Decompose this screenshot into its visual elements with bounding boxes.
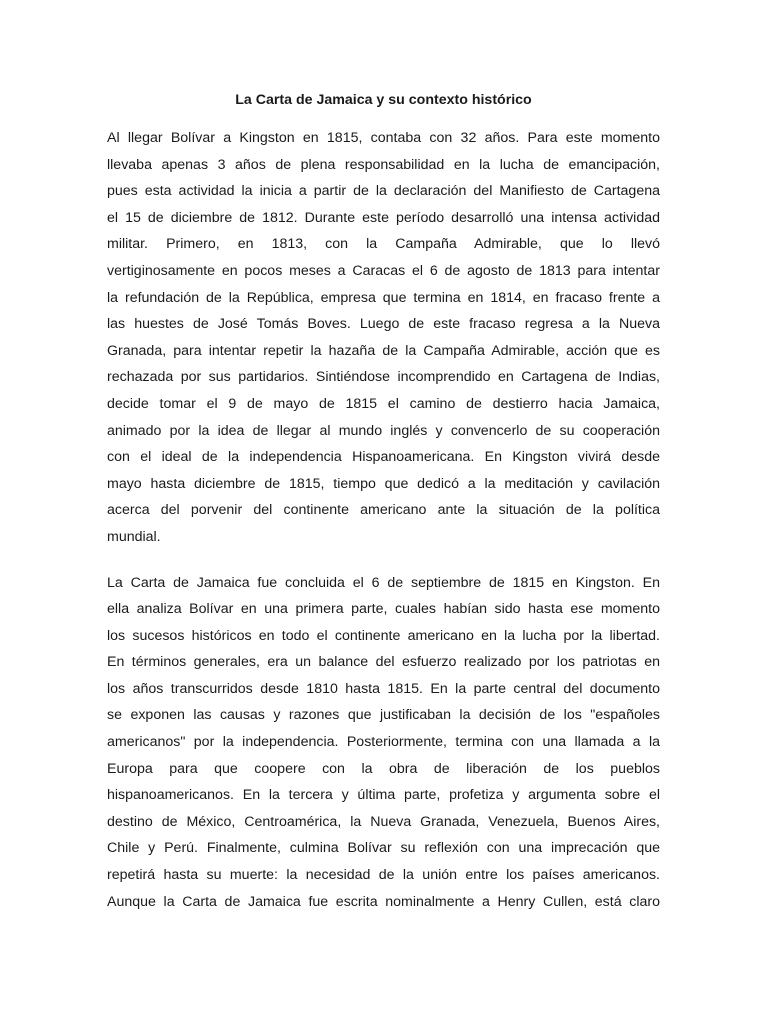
paragraph-line: Chile y Perú. Finalmente, culmina Bolívar su reflexión con una imprecación que [107, 840, 660, 857]
paragraph-line: Al llegar Bolívar a Kingston en 1815, contaba con 32 años. Para este momento [107, 130, 660, 146]
paragraph-line: Granada, para intentar repetir la hazaña de la Campaña Admirable, acción que es [107, 342, 660, 359]
paragraph-line: con el ideal de la independencia Hispanoamericana. En Kingston vivirá desde [107, 449, 660, 466]
paragraph-line: militar. Primero, en 1813, con la Campaña Admirable, que lo llevó [107, 236, 660, 253]
paragraph-1 [107, 125, 660, 551]
paragraph-line: vertiginosamente en pocos meses a Caracas el 6 de agosto de 1813 para intentar [107, 262, 660, 279]
paragraph-line: destino de México, Centroamérica, la Nueva Granada, Venezuela, Buenos Aires, [107, 813, 660, 830]
paragraph-line: rechazada por sus partidarios. Sintiéndose incomprendido en Cartagena de Indias, [107, 369, 660, 386]
paragraph-line: las huestes de José Tomás Boves. Luego de este fracaso regresa a la Nueva [107, 316, 660, 333]
paragraph-line: hispanoamericanos. En la tercera y última parte, profetiza y argumenta sobre el [107, 787, 660, 804]
paragraph-line: llevaba apenas 3 años de plena responsabilidad en la lucha de emancipación, [107, 156, 660, 173]
document-page [107, 91, 660, 934]
paragraph-line: pues esta actividad la inicia a partir de la declaración del Manifiesto de Cartagena [107, 183, 660, 200]
paragraph-line: acerca del porvenir del continente americano ante la situación de la política [107, 502, 660, 519]
paragraph-line: animado por la idea de llegar al mundo inglés y convencerlo de su cooperación [107, 422, 660, 439]
paragraph-line: americanos" por la independencia. Posteriormente, termina con una llamada a la [107, 734, 660, 751]
paragraph-line: ella analiza Bolívar en una primera parte, cuales habían sido hasta ese momento [107, 601, 660, 618]
paragraph-line: mayo hasta diciembre de 1815, tiempo que dedicó a la meditación y cavilación [107, 475, 660, 492]
paragraph-line: repetirá hasta su muerte: la necesidad de la unión entre los países americanos. [107, 867, 660, 884]
paragraph-line: se exponen las causas y razones que justificaban la decisión de los "españoles [107, 707, 660, 724]
paragraph-line: En términos generales, era un balance del esfuerzo realizado por los patriotas en [107, 654, 660, 671]
paragraph-line: Aunque la Carta de Jamaica fue escrita nominalmente a Henry Cullen, está claro [107, 893, 660, 910]
paragraph-line: Europa para que coopere con la obra de liberación de los pueblos [107, 760, 660, 777]
paragraph-line: los sucesos históricos en todo el continente americano en la lucha por la libertad. [107, 627, 660, 644]
paragraph-line: decide tomar el 9 de mayo de 1815 el camino de destierro hacia Jamaica, [107, 395, 660, 412]
paragraph-line: La Carta de Jamaica fue concluida el 6 de septiembre de 1815 en Kingston. En [107, 574, 660, 591]
paragraph-line: mundial. [107, 528, 161, 545]
paragraph-line: los años transcurridos desde 1810 hasta 1815. En la parte central del documento [107, 680, 660, 697]
paragraph-2 [107, 570, 660, 916]
paragraph-line: el 15 de diciembre de 1812. Durante este período desarrolló una intensa actividad [107, 209, 660, 226]
document-title: La Carta de Jamaica y su contexto histórico [235, 92, 532, 108]
paragraph-line: la refundación de la República, empresa que termina en 1814, en fracaso frente a [107, 289, 660, 306]
